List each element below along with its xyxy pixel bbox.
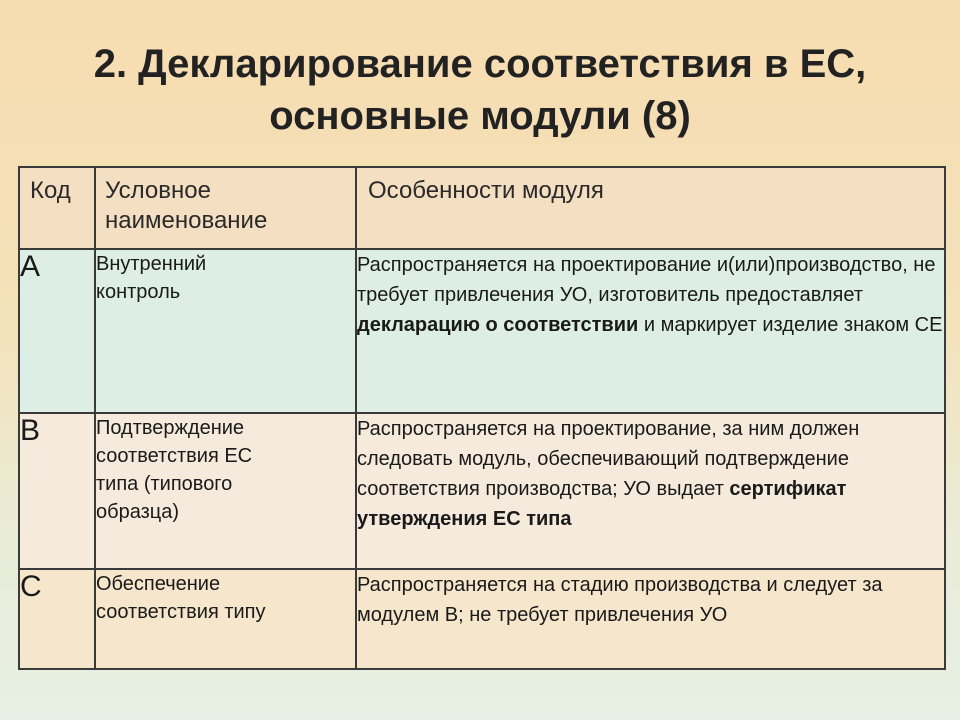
module-name	[95, 569, 356, 669]
header-desc: Особенности модуля	[356, 167, 945, 249]
module-name	[95, 413, 356, 569]
module-name-line: типа (типового	[96, 473, 233, 495]
module-description	[356, 569, 945, 669]
desc-text: Распространяется на стадию производства и следует за модулем В; не требует привлечения УО	[357, 574, 883, 626]
header-name	[95, 167, 356, 249]
module-name-line: образца)	[96, 501, 180, 523]
header-code: Код	[19, 167, 95, 249]
module-name	[95, 249, 356, 413]
header-name-line-2: наименование	[105, 207, 268, 234]
module-name-line: соответствия ЕС	[96, 445, 253, 467]
table-row	[19, 413, 945, 569]
desc-text: Распространяется на проектирование и(или)производство, не требует привлечения УО, изготовитель предоставляет	[357, 254, 936, 306]
desc-bold-text: декларацию о соответствии	[357, 314, 639, 336]
module-code: B	[19, 413, 95, 569]
module-description	[356, 249, 945, 413]
title-line-2: основные модули (8)	[269, 94, 691, 138]
module-code: A	[19, 249, 95, 413]
table-row	[19, 569, 945, 669]
desc-text: Распространяется на проектирование, за ним должен следовать модуль, обеспечивающий подтверждение соответствия производства; УО выдает	[357, 418, 860, 500]
title-line-1: 2. Декларирование соответствия в ЕС,	[93, 42, 867, 86]
module-description	[356, 413, 945, 569]
desc-text: и маркирует изделие знаком CE	[638, 314, 943, 336]
module-name-line: контроль	[96, 281, 181, 303]
module-name-line: Внутренний	[96, 253, 207, 275]
module-code: C	[19, 569, 95, 669]
table-header-row	[19, 167, 945, 249]
module-name-line: Обеспечение	[96, 573, 221, 595]
modules-table	[18, 166, 946, 670]
module-name-line: соответствия типу	[96, 601, 266, 623]
desc-bold-text: сертификат утверждения ЕС типа	[357, 478, 847, 530]
module-name-line: Подтверждение	[96, 417, 245, 439]
slide-title	[0, 38, 960, 142]
header-name-line-1: Условное	[105, 177, 211, 204]
table-row	[19, 249, 945, 413]
